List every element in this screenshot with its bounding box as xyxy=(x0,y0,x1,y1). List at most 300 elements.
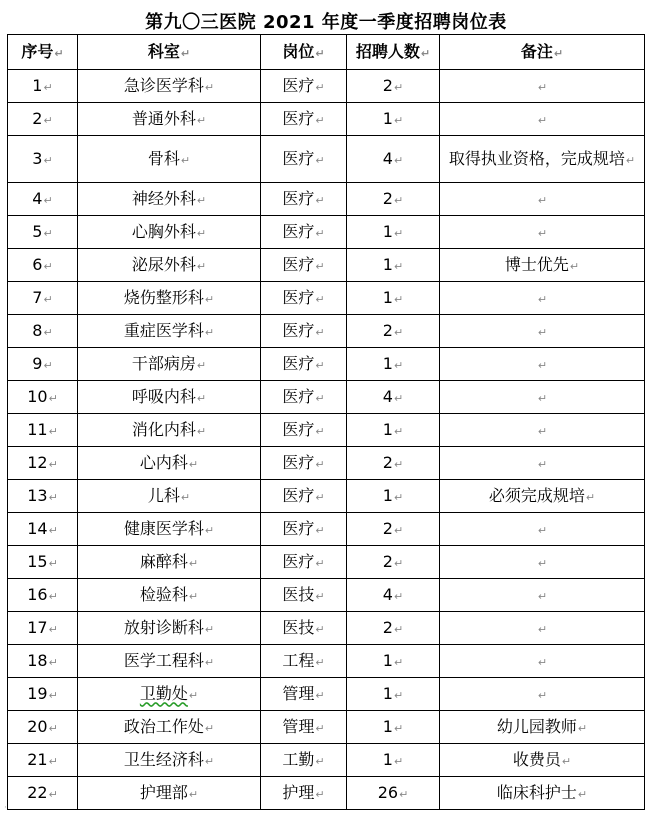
cell-count xyxy=(347,216,440,249)
paragraph-mark: ↵ xyxy=(585,490,596,504)
cell-post-text: 医疗 xyxy=(282,452,315,472)
cell-no-text: 9 xyxy=(32,353,43,373)
cell-dept-text: 麻醉科 xyxy=(139,551,188,571)
cell-dept xyxy=(78,216,261,249)
paragraph-mark: ↵ xyxy=(315,325,325,339)
cell-post xyxy=(261,103,347,136)
paragraph-mark: ↵ xyxy=(537,193,548,207)
table-row xyxy=(8,612,645,645)
cell-dept-text: 呼吸内科 xyxy=(131,386,196,406)
cell-no xyxy=(8,315,78,348)
cell-note xyxy=(440,216,645,249)
cell-post xyxy=(261,777,347,810)
cell-dept-text: 健康医学科 xyxy=(123,518,204,538)
paragraph-mark: ↵ xyxy=(537,523,548,537)
cell-note xyxy=(440,249,645,282)
paragraph-mark: ↵ xyxy=(393,153,404,167)
cell-dept xyxy=(78,678,261,711)
cell-dept xyxy=(78,612,261,645)
cell-post xyxy=(261,513,347,546)
cell-post-text: 医疗 xyxy=(282,75,315,95)
cell-post xyxy=(261,183,347,216)
cell-post-text: 医疗 xyxy=(282,386,315,406)
paragraph-mark: ↵ xyxy=(393,721,404,735)
paragraph-mark: ↵ xyxy=(48,457,58,471)
paragraph-mark: ↵ xyxy=(315,457,325,471)
cell-dept-text: 烧伤整形科 xyxy=(123,287,204,307)
paragraph-mark: ↵ xyxy=(188,589,199,603)
cell-dept xyxy=(78,103,261,136)
cell-note xyxy=(440,136,645,183)
table-row xyxy=(8,744,645,777)
cell-no-text: 5 xyxy=(32,221,43,241)
cell-no-text: 22 xyxy=(27,782,48,802)
cell-no xyxy=(8,183,78,216)
cell-count-text: 1 xyxy=(382,716,393,736)
cell-post-text: 医疗 xyxy=(282,287,315,307)
cell-count-text: 4 xyxy=(382,148,393,168)
paragraph-mark: ↵ xyxy=(43,193,53,207)
cell-dept-text: 神经外科 xyxy=(131,188,196,208)
paragraph-mark: ↵ xyxy=(196,424,207,438)
paragraph-mark: ↵ xyxy=(48,622,58,636)
paragraph-mark: ↵ xyxy=(315,556,325,570)
cell-no-text: 13 xyxy=(27,485,48,505)
cell-post-text: 护理 xyxy=(282,782,315,802)
cell-dept-text: 干部病房 xyxy=(131,353,196,373)
table-row xyxy=(8,711,645,744)
paragraph-mark: ↵ xyxy=(315,655,325,669)
cell-count xyxy=(347,70,440,103)
paragraph-mark: ↵ xyxy=(196,226,207,240)
cell-no xyxy=(8,579,78,612)
cell-no xyxy=(8,612,78,645)
cell-count-text: 2 xyxy=(382,617,393,637)
cell-dept xyxy=(78,744,261,777)
paragraph-mark: ↵ xyxy=(43,325,53,339)
cell-post xyxy=(261,282,347,315)
cell-note xyxy=(440,315,645,348)
cell-count xyxy=(347,136,440,183)
cell-count-text: 4 xyxy=(382,386,393,406)
cell-no xyxy=(8,348,78,381)
paragraph-mark: ↵ xyxy=(204,754,215,768)
cell-count xyxy=(347,103,440,136)
paragraph-mark: ↵ xyxy=(537,622,548,636)
paragraph-mark: ↵ xyxy=(315,292,325,306)
cell-no-text: 7 xyxy=(32,287,43,307)
cell-count xyxy=(347,678,440,711)
paragraph-mark: ↵ xyxy=(393,622,404,636)
cell-count xyxy=(347,645,440,678)
cell-count-text: 1 xyxy=(382,419,393,439)
cell-post-text: 医疗 xyxy=(282,188,315,208)
paragraph-mark: ↵ xyxy=(537,556,548,570)
cell-no-text: 4 xyxy=(32,188,43,208)
paragraph-mark: ↵ xyxy=(188,556,199,570)
cell-post xyxy=(261,711,347,744)
paragraph-mark: ↵ xyxy=(315,391,325,405)
cell-no xyxy=(8,645,78,678)
cell-count xyxy=(347,612,440,645)
cell-post-text: 管理 xyxy=(282,683,315,703)
paragraph-mark: ↵ xyxy=(180,153,191,167)
cell-note xyxy=(440,744,645,777)
cell-post-text: 医疗 xyxy=(282,254,315,274)
table-row xyxy=(8,381,645,414)
paragraph-mark: ↵ xyxy=(315,688,325,702)
table-row xyxy=(8,513,645,546)
paragraph-mark: ↵ xyxy=(315,721,325,735)
cell-count-text: 26 xyxy=(377,782,399,802)
paragraph-mark: ↵ xyxy=(537,226,548,240)
table-row xyxy=(8,579,645,612)
paragraph-mark: ↵ xyxy=(315,259,325,273)
cell-dept-text: 骨科 xyxy=(147,148,180,168)
cell-post xyxy=(261,447,347,480)
paragraph-mark: ↵ xyxy=(625,153,636,167)
cell-dept-text: 卫勤处 xyxy=(139,683,188,703)
cell-no xyxy=(8,70,78,103)
cell-post xyxy=(261,612,347,645)
header-dept: 科室↵ xyxy=(78,35,261,70)
paragraph-mark: ↵ xyxy=(561,754,572,768)
cell-no xyxy=(8,447,78,480)
table-row xyxy=(8,777,645,810)
paragraph-mark: ↵ xyxy=(393,589,404,603)
cell-post-text: 医疗 xyxy=(282,148,315,168)
paragraph-mark: ↵ xyxy=(315,589,325,603)
header-no: 序号↵ xyxy=(8,35,78,70)
cell-dept-text: 泌尿外科 xyxy=(131,254,196,274)
paragraph-mark: ↵ xyxy=(537,292,548,306)
cell-post-text: 管理 xyxy=(282,716,315,736)
cell-no-text: 6 xyxy=(32,254,43,274)
paragraph-mark: ↵ xyxy=(188,688,199,702)
cell-no-text: 1 xyxy=(32,75,43,95)
cell-no-text: 21 xyxy=(27,749,48,769)
paragraph-mark: ↵ xyxy=(537,358,548,372)
cell-count-text: 2 xyxy=(382,75,393,95)
cell-count xyxy=(347,348,440,381)
header-row xyxy=(8,35,645,70)
cell-post-text: 医技 xyxy=(282,584,315,604)
paragraph-mark: ↵ xyxy=(537,655,548,669)
cell-post xyxy=(261,381,347,414)
table-row xyxy=(8,136,645,183)
cell-no-text: 19 xyxy=(27,683,48,703)
table-row xyxy=(8,414,645,447)
paragraph-mark: ↵ xyxy=(204,622,215,636)
cell-dept xyxy=(78,414,261,447)
cell-count xyxy=(347,744,440,777)
cell-post-text: 医疗 xyxy=(282,353,315,373)
cell-no-text: 17 xyxy=(27,617,48,637)
cell-count xyxy=(347,315,440,348)
cell-post xyxy=(261,70,347,103)
paragraph-mark: ↵ xyxy=(204,655,215,669)
cell-count-text: 2 xyxy=(382,188,393,208)
cell-dept-text: 放射诊断科 xyxy=(123,617,204,637)
cell-dept xyxy=(78,282,261,315)
paragraph-mark: ↵ xyxy=(393,226,404,240)
cell-count-text: 1 xyxy=(382,108,393,128)
paragraph-mark: ↵ xyxy=(188,787,199,801)
table-row xyxy=(8,183,645,216)
paragraph-mark: ↵ xyxy=(43,292,53,306)
cell-dept xyxy=(78,381,261,414)
cell-no xyxy=(8,546,78,579)
cell-note xyxy=(440,348,645,381)
paragraph-mark: ↵ xyxy=(204,80,215,94)
paragraph-mark: ↵ xyxy=(48,490,58,504)
table-row xyxy=(8,645,645,678)
paragraph-mark: ↵ xyxy=(393,688,404,702)
cell-count xyxy=(347,249,440,282)
cell-count-text: 1 xyxy=(382,683,393,703)
cell-no-text: 18 xyxy=(27,650,48,670)
cell-dept xyxy=(78,183,261,216)
cell-post-text: 医疗 xyxy=(282,551,315,571)
cell-count-text: 4 xyxy=(382,584,393,604)
table-row xyxy=(8,216,645,249)
paragraph-mark: ↵ xyxy=(43,113,53,127)
table-row xyxy=(8,480,645,513)
cell-note xyxy=(440,381,645,414)
paragraph-mark: ↵ xyxy=(43,358,53,372)
cell-dept xyxy=(78,546,261,579)
cell-post xyxy=(261,414,347,447)
paragraph-mark: ↵ xyxy=(43,226,53,240)
table-row xyxy=(8,678,645,711)
cell-no xyxy=(8,282,78,315)
cell-no-text: 20 xyxy=(27,716,48,736)
cell-note xyxy=(440,579,645,612)
cell-post-text: 医疗 xyxy=(282,320,315,340)
cell-no-text: 12 xyxy=(27,452,48,472)
cell-post xyxy=(261,315,347,348)
paragraph-mark: ↵ xyxy=(48,589,58,603)
cell-dept xyxy=(78,315,261,348)
cell-post xyxy=(261,216,347,249)
cell-note-text: 临床科护士 xyxy=(496,782,577,802)
cell-count-text: 1 xyxy=(382,485,393,505)
cell-note-text: 幼儿园教师 xyxy=(496,716,577,736)
cell-post xyxy=(261,645,347,678)
paragraph-mark: ↵ xyxy=(393,754,404,768)
table-row xyxy=(8,315,645,348)
cell-post-text: 医疗 xyxy=(282,221,315,241)
paragraph-mark: ↵ xyxy=(537,391,548,405)
paragraph-mark: ↵ xyxy=(537,80,548,94)
cell-count xyxy=(347,777,440,810)
cell-dept-text: 护理部 xyxy=(139,782,188,802)
paragraph-mark: ↵ xyxy=(399,787,409,801)
cell-no-text: 8 xyxy=(32,320,43,340)
cell-note xyxy=(440,183,645,216)
paragraph-mark: ↵ xyxy=(577,787,588,801)
cell-post-text: 医技 xyxy=(282,617,315,637)
paragraph-mark: ↵ xyxy=(196,391,207,405)
cell-count xyxy=(347,711,440,744)
paragraph-mark: ↵ xyxy=(315,787,325,801)
paragraph-mark: ↵ xyxy=(537,688,548,702)
cell-no-text: 16 xyxy=(27,584,48,604)
paragraph-mark: ↵ xyxy=(48,391,58,405)
cell-count xyxy=(347,183,440,216)
paragraph-mark: ↵ xyxy=(315,490,325,504)
paragraph-mark: ↵ xyxy=(393,193,404,207)
cell-no xyxy=(8,216,78,249)
cell-no xyxy=(8,777,78,810)
cell-no xyxy=(8,744,78,777)
cell-count-text: 1 xyxy=(382,221,393,241)
paragraph-mark: ↵ xyxy=(315,193,325,207)
cell-count-text: 2 xyxy=(382,452,393,472)
header-count: 招聘人数↵ xyxy=(347,35,440,70)
paragraph-mark: ↵ xyxy=(315,226,325,240)
cell-no-text: 2 xyxy=(32,108,43,128)
cell-count-text: 2 xyxy=(382,518,393,538)
cell-no xyxy=(8,381,78,414)
cell-count xyxy=(347,282,440,315)
cell-no xyxy=(8,480,78,513)
paragraph-mark: ↵ xyxy=(188,457,199,471)
cell-count xyxy=(347,414,440,447)
paragraph-mark: ↵ xyxy=(315,754,325,768)
paragraph-mark: ↵ xyxy=(204,721,215,735)
cell-no-text: 11 xyxy=(27,419,48,439)
cell-post xyxy=(261,678,347,711)
cell-no xyxy=(8,136,78,183)
cell-dept-text: 心胸外科 xyxy=(131,221,196,241)
paragraph-mark: ↵ xyxy=(196,358,207,372)
cell-count-text: 2 xyxy=(382,320,393,340)
paragraph-mark: ↵ xyxy=(196,193,207,207)
cell-dept-text: 儿科 xyxy=(147,485,180,505)
cell-dept xyxy=(78,777,261,810)
cell-count-text: 1 xyxy=(382,254,393,274)
cell-count xyxy=(347,447,440,480)
paragraph-mark: ↵ xyxy=(315,358,325,372)
recruitment-table xyxy=(7,34,645,810)
paragraph-mark: ↵ xyxy=(537,325,548,339)
paragraph-mark: ↵ xyxy=(393,523,404,537)
paragraph-mark: ↵ xyxy=(537,424,548,438)
cell-dept xyxy=(78,513,261,546)
paragraph-mark: ↵ xyxy=(393,457,404,471)
header-post: 岗位↵ xyxy=(261,35,347,70)
cell-dept-text: 卫生经济科 xyxy=(123,749,204,769)
cell-post xyxy=(261,579,347,612)
paragraph-mark: ↵ xyxy=(204,325,215,339)
paragraph-mark: ↵ xyxy=(48,523,58,537)
paragraph-mark: ↵ xyxy=(180,490,191,504)
cell-note-text: 必须完成规培 xyxy=(488,485,585,505)
paragraph-mark: ↵ xyxy=(537,589,548,603)
paragraph-mark: ↵ xyxy=(315,113,325,127)
paragraph-mark: ↵ xyxy=(48,787,58,801)
table-row xyxy=(8,70,645,103)
cell-note xyxy=(440,612,645,645)
table-row xyxy=(8,348,645,381)
paragraph-mark: ↵ xyxy=(315,424,325,438)
cell-post xyxy=(261,744,347,777)
cell-dept xyxy=(78,348,261,381)
cell-dept xyxy=(78,447,261,480)
paragraph-mark: ↵ xyxy=(48,721,58,735)
cell-dept-text: 普通外科 xyxy=(131,108,196,128)
cell-dept xyxy=(78,136,261,183)
page-title: 第九〇三医院 2021 年度一季度招聘岗位表 xyxy=(145,12,507,33)
paragraph-mark: ↵ xyxy=(393,113,404,127)
cell-no xyxy=(8,711,78,744)
paragraph-mark: ↵ xyxy=(315,80,325,94)
cell-note xyxy=(440,546,645,579)
cell-dept-text: 重症医学科 xyxy=(123,320,204,340)
paragraph-mark: ↵ xyxy=(393,292,404,306)
cell-note xyxy=(440,645,645,678)
paragraph-mark: ↵ xyxy=(393,655,404,669)
cell-note xyxy=(440,711,645,744)
table-row xyxy=(8,249,645,282)
cell-dept xyxy=(78,711,261,744)
cell-post-text: 医疗 xyxy=(282,108,315,128)
cell-count xyxy=(347,381,440,414)
paragraph-mark: ↵ xyxy=(43,153,53,167)
cell-post xyxy=(261,249,347,282)
cell-post xyxy=(261,136,347,183)
cell-dept-text: 心内科 xyxy=(139,452,188,472)
paragraph-mark: ↵ xyxy=(48,655,58,669)
cell-note xyxy=(440,513,645,546)
cell-dept-text: 急诊医学科 xyxy=(123,75,204,95)
paragraph-mark: ↵ xyxy=(569,259,580,273)
paragraph-mark: ↵ xyxy=(204,292,215,306)
paragraph-mark: ↵ xyxy=(537,113,548,127)
cell-post-text: 医疗 xyxy=(282,419,315,439)
paragraph-mark: ↵ xyxy=(393,490,404,504)
cell-count xyxy=(347,513,440,546)
cell-no xyxy=(8,678,78,711)
cell-no xyxy=(8,414,78,447)
cell-count-text: 1 xyxy=(382,749,393,769)
paragraph-mark: ↵ xyxy=(393,424,404,438)
cell-count-text: 1 xyxy=(382,287,393,307)
paragraph-mark: ↵ xyxy=(393,391,404,405)
paragraph-mark: ↵ xyxy=(43,259,53,273)
paragraph-mark: ↵ xyxy=(577,721,588,735)
end-paragraph-mark: · xyxy=(4,803,7,813)
cell-note xyxy=(440,414,645,447)
cell-note xyxy=(440,678,645,711)
table-row xyxy=(8,546,645,579)
paragraph-mark: ↵ xyxy=(393,80,404,94)
cell-note-text: 取得执业资格，完成规培 xyxy=(448,148,625,168)
paragraph-mark: ↵ xyxy=(48,556,58,570)
paragraph-mark: ↵ xyxy=(393,325,404,339)
paragraph-mark: ↵ xyxy=(48,424,58,438)
paragraph-mark: ↵ xyxy=(315,622,325,636)
paragraph-mark: ↵ xyxy=(393,259,404,273)
paragraph-mark: ↵ xyxy=(537,457,548,471)
paragraph-mark: ↵ xyxy=(43,80,53,94)
cell-no-text: 15 xyxy=(27,551,48,571)
cell-note xyxy=(440,282,645,315)
table-row xyxy=(8,447,645,480)
cell-no-text: 14 xyxy=(27,518,48,538)
cell-post xyxy=(261,348,347,381)
